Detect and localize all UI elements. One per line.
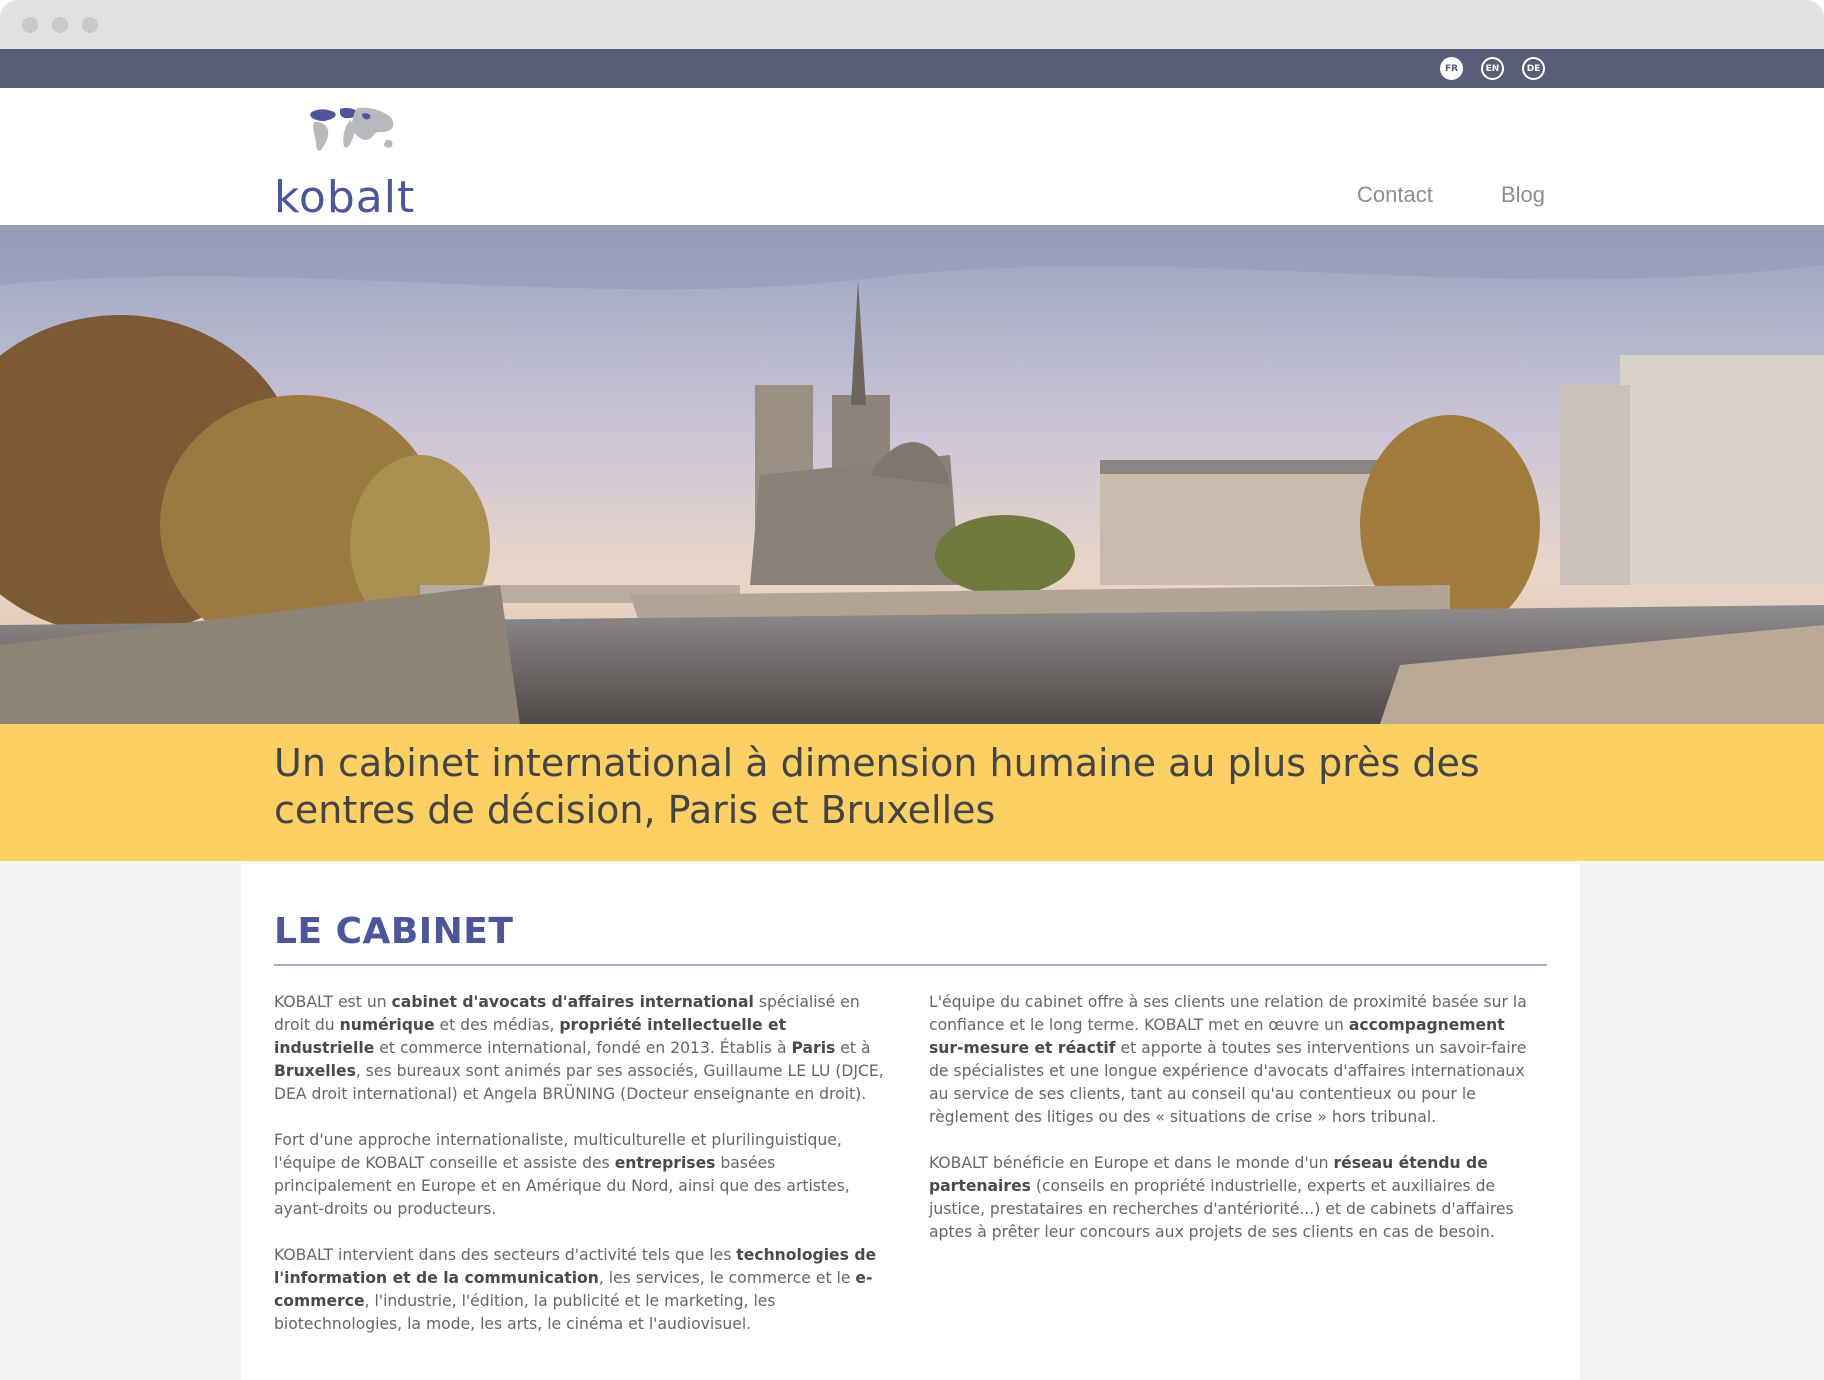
column-right [929,991,1544,1267]
tagline-banner [0,724,1824,861]
lang-fr-button[interactable]: FR [1440,57,1463,80]
section-divider [274,964,1547,966]
lang-en-button[interactable]: EN [1481,57,1504,80]
paragraph: KOBALT intervient dans des secteurs d'activité tels que les technologies de l'information et de la communication, les services, le commerce et le e-commerce, l'industrie, l'édition, la publicité et le marketing, les biotechnologies, la mode, les arts, le cinéma et l'audiovisuel. [274,1246,877,1333]
emphasis-text: entreprises [614,1154,716,1172]
emphasis-text: accompagnement sur-mesure et réactif [929,1016,1505,1057]
window-minimize-dot[interactable] [52,17,68,33]
window-close-dot[interactable] [22,17,38,33]
emphasis-text: Bruxelles [274,1062,356,1080]
hero-image-paris [0,225,1824,724]
emphasis-text: Paris [791,1039,836,1057]
emphasis-text: technologies de l'information et de la communication [274,1246,877,1287]
emphasis-text: réseau étendu de partenaires [929,1154,1488,1195]
nav-blog-link[interactable]: Blog [1501,182,1546,207]
nav-contact-link[interactable]: Contact [1357,182,1433,207]
globe-icon [304,106,404,166]
paragraph: KOBALT bénéficie en Europe et dans le monde d'un réseau étendu de partenaires (conseils en propriété industrielle, experts et auxiliaires de justice, prestataires en recherches d'antériorité...) et de cabinets d'affaires aptes à prêter leur concours aux projets de ses clients en cas de besoin. [929,1154,1514,1241]
column-left [274,991,889,1359]
emphasis-text: numérique [339,1016,435,1034]
section-title: LE CABINET [274,911,514,952]
paragraph: Fort d'une approche internationaliste, multiculturelle et plurilinguistique, l'équipe de KOBALT conseille et assiste des entreprises basées principalement en Europe et en Amérique du Nord, ainsi que des artistes, ayant-droits ou producteurs. [274,1131,850,1218]
content-card [241,861,1580,1380]
language-bar [0,49,1824,88]
browser-chrome [0,0,1824,49]
brand-wordmark: kobalt [274,172,416,223]
site-header [0,88,1824,225]
emphasis-text: cabinet d'avocats d'affaires international [391,993,754,1011]
window-maximize-dot[interactable] [82,17,98,33]
emphasis-text: e-commerce [274,1269,873,1310]
tagline-text: Un cabinet international à dimension humaine au plus près des centres de décision, Paris et Bruxelles [274,741,1480,832]
paragraph: KOBALT est un cabinet d'avocats d'affaires international spécialisé en droit du numérique et des médias, propriété intellectuelle et industrielle et commerce international, fondé en 2013. Établis à Paris et à Bruxelles, ses bureaux sont animés par ses associés, Guillaume LE LU (DJCE, DEA droit international) et Angela BRÜNING (Docteur enseignante en droit). [274,993,884,1103]
paragraph: L'équipe du cabinet offre à ses clients une relation de proximité basée sur la confiance et le long terme. KOBALT met en œuvre un accompagnement sur-mesure et réactif et apporte à toutes ses interventions un savoir-faire de spécialistes et une longue expérience d'avocats d'affaires internationaux au service de ses clients, tant au conseil qu'au contentieux ou pour le règlement des litiges ou des « situations de crise » hors tribunal. [929,993,1527,1126]
emphasis-text: propriété intellectuelle et industrielle [274,1016,787,1057]
lang-de-button[interactable]: DE [1522,57,1545,80]
kobalt-logo[interactable] [274,106,436,223]
